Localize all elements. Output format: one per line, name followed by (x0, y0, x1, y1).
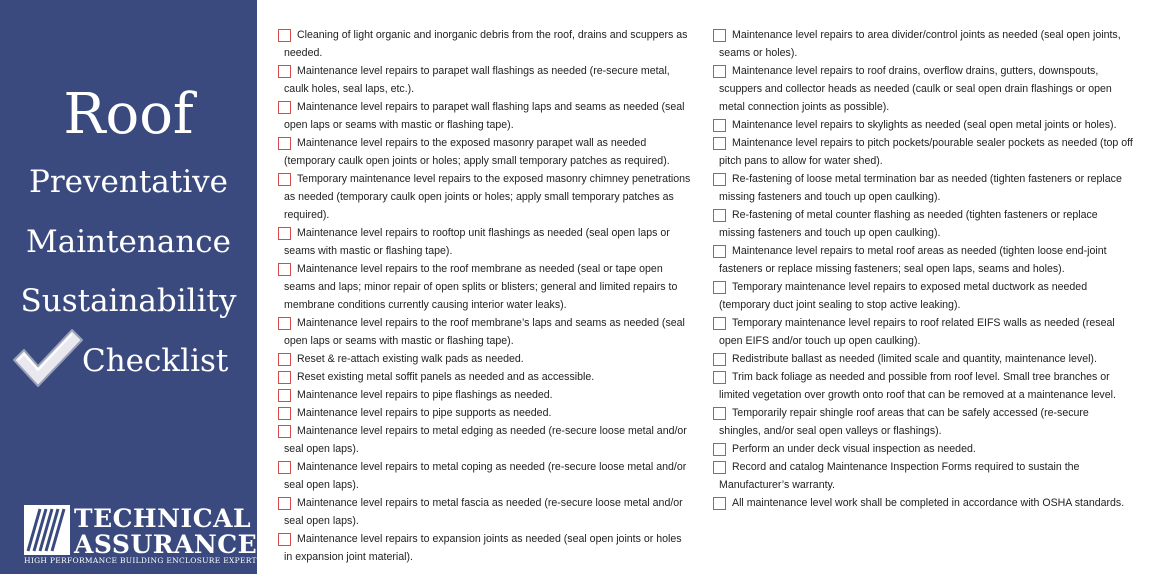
checkbox[interactable] (278, 317, 291, 330)
checklist-item-text: Maintenance level repairs to skylights as needed (seal open metal joints or holes). (732, 119, 1117, 131)
logo-word-technical: TECHNICAL (74, 504, 252, 533)
checklist-item-text: Re-fastening of metal counter flashing as needed (tighten fasteners or replace missing fasteners and touch up open caulking). (719, 209, 1098, 239)
checkbox[interactable] (278, 407, 291, 420)
checklist-item-text: Temporary maintenance level repairs to roof related EIFS walls as needed (reseal open EIFS and/or touch up open caulking). (719, 317, 1115, 347)
checklist-item-text: Maintenance level repairs to area divider/control joints as needed (seal open joints, seams or holes). (719, 29, 1121, 59)
checkbox[interactable] (278, 353, 291, 366)
checklist-item (278, 422, 692, 458)
checklist-item (713, 314, 1133, 350)
checklist-item (278, 458, 692, 494)
page-title: Roof (63, 82, 194, 147)
checklist-item-text: Reset existing metal soffit panels as needed and as accessible. (297, 371, 595, 383)
checkbox[interactable] (713, 137, 726, 150)
checkbox[interactable] (278, 371, 291, 384)
subtitle-maintenance: Maintenance (25, 224, 232, 260)
checklist-item (713, 494, 1133, 512)
checklist-item (278, 530, 692, 566)
checklist-item (713, 62, 1133, 116)
checklist-item (278, 386, 692, 404)
checklist-item-text: Temporarily repair shingle roof areas that can be safely accessed (re-secure shingles, and/or seal open valleys or flashings). (719, 407, 1089, 437)
checkbox[interactable] (713, 281, 726, 294)
checklist-item (713, 404, 1133, 440)
checklist-item-text: Maintenance level repairs to rooftop unit flashings as needed (seal open laps or seams with mastic or flashing tape). (284, 227, 670, 257)
checkbox[interactable] (713, 443, 726, 456)
checkbox[interactable] (713, 119, 726, 132)
checkbox[interactable] (713, 461, 726, 474)
checklist-item-text: Temporary maintenance level repairs to the exposed masonry chimney penetrations as needed (temporary caulk open joints or holes; apply small temporary patches as required). (284, 173, 691, 221)
checklist-item (713, 26, 1133, 62)
checklist-item (713, 440, 1133, 458)
checklist-item (713, 458, 1133, 494)
checkbox[interactable] (278, 497, 291, 510)
checklist-item-text: Maintenance level repairs to metal edging as needed (re-secure loose metal and/or seal open laps). (284, 425, 687, 455)
checklist-item-text: Redistribute ballast as needed (limited scale and quantity, maintenance level). (732, 353, 1097, 365)
checkbox[interactable] (713, 245, 726, 258)
checklist-item (278, 494, 692, 530)
checklist-item (713, 368, 1133, 404)
checklist-item-text: Maintenance level repairs to the exposed masonry parapet wall as needed (temporary caulk open joints or holes; apply small temporary patches as required). (284, 137, 670, 167)
checklist-item (278, 134, 692, 170)
checklist-item (713, 206, 1133, 242)
checklist-item (278, 98, 692, 134)
checklist-item-text: Record and catalog Maintenance Inspection Forms required to sustain the Manufacturer’s warranty. (719, 461, 1080, 491)
checklist-item-text: Maintenance level repairs to roof drains, overflow drains, gutters, downspouts, scuppers and collector heads as needed (caulk or seal open drain flashings or open metal connection joints as possible). (719, 65, 1112, 113)
checklist-item (278, 26, 692, 62)
checkbox[interactable] (278, 263, 291, 276)
subtitle-preventative: Preventative (28, 164, 229, 200)
checklist-item (713, 350, 1133, 368)
checklist-item (278, 62, 692, 98)
checkbox[interactable] (713, 497, 726, 510)
checklist-item-text: Maintenance level repairs to parapet wall flashing laps and seams as needed (seal open laps or seams with mastic or flashing tape). (284, 101, 685, 131)
checkbox[interactable] (278, 425, 291, 438)
checklist-item-text: Cleaning of light organic and inorganic debris from the roof, drains and scuppers as needed. (284, 29, 688, 59)
checkbox[interactable] (713, 317, 726, 330)
checkbox[interactable] (713, 371, 726, 384)
checkbox[interactable] (713, 353, 726, 366)
checklist-item (278, 350, 692, 368)
checklist-item-text: Trim back foliage as needed and possible from roof level. Small tree branches or limited vegetation over growth onto roof that can be removed at a maintenance level. (719, 371, 1116, 401)
checklist-item-text: Maintenance level repairs to metal coping as needed (re-secure loose metal and/or seal open laps). (284, 461, 687, 491)
checklist-item-text: Maintenance level repairs to parapet wall flashings as needed (re-secure metal, caulk holes, seal laps, etc.). (284, 65, 670, 95)
checklist-item-text: Maintenance level repairs to pipe supports as needed. (297, 407, 552, 419)
checkbox[interactable] (278, 389, 291, 402)
checkbox[interactable] (278, 101, 291, 114)
checkbox[interactable] (713, 209, 726, 222)
checkbox[interactable] (278, 137, 291, 150)
checkbox[interactable] (278, 29, 291, 42)
checkbox[interactable] (713, 65, 726, 78)
checklist-item (278, 224, 692, 260)
logo-tagline: HIGH PERFORMANCE BUILDING ENCLOSURE EXPERTS (24, 556, 263, 565)
checklist-item (278, 260, 692, 314)
checklist-right-column (713, 26, 1133, 512)
subtitle-sustainability: Sustainability (20, 283, 237, 319)
checkbox[interactable] (278, 533, 291, 546)
checklist-item-text: Maintenance level repairs to the roof membrane’s laps and seams as needed (seal open laps or seams with mastic or flashing tape). (284, 317, 685, 347)
checklist-item-text: All maintenance level work shall be completed in accordance with OSHA standards. (732, 497, 1125, 509)
building-logo-icon (24, 505, 70, 555)
checkbox[interactable] (713, 173, 726, 186)
checkbox[interactable] (278, 173, 291, 186)
checklist-item-text: Maintenance level repairs to pitch pockets/pourable sealer pockets as needed (top off pitch pans to allow for water shed). (719, 137, 1133, 167)
checklist-item (278, 368, 692, 386)
checklist-item-text: Maintenance level repairs to expansion joints as needed (seal open joints or holes in expansion joint material). (284, 533, 682, 563)
checklist-item-text: Reset & re-attach existing walk pads as needed. (297, 353, 524, 365)
checklist-item (278, 404, 692, 422)
checklist-item-text: Re-fastening of loose metal termination bar as needed (tighten fasteners or replace missing fasteners and touch up open caulking). (719, 173, 1122, 203)
checklist-item (713, 170, 1133, 206)
checkmark-icon (10, 326, 84, 390)
checkbox[interactable] (713, 29, 726, 42)
checklist-item (713, 278, 1133, 314)
checklist-item (278, 170, 692, 224)
checklist-item-text: Temporary maintenance level repairs to exposed metal ductwork as needed (temporary duct joint sealing to stop active leaking). (719, 281, 1088, 311)
checklist-item-text: Maintenance level repairs to the roof membrane as needed (seal or tape open seams and laps; minor repair of open splits or blisters; general and limited repairs to membrane conditions currently causing interior water leaks). (284, 263, 678, 311)
checklist-item-text: Maintenance level repairs to pipe flashings as needed. (297, 389, 553, 401)
subtitle-checklist: Checklist (82, 343, 229, 379)
checkbox[interactable] (278, 461, 291, 474)
checklist-item-text: Maintenance level repairs to metal fascia as needed (re-secure loose metal and/or seal open laps). (284, 497, 683, 527)
sidebar-panel (0, 0, 263, 574)
checkbox[interactable] (278, 227, 291, 240)
checklist-item (278, 314, 692, 350)
checklist-item-text: Perform an under deck visual inspection as needed. (732, 443, 976, 455)
company-logo (24, 504, 263, 565)
checklist-item (713, 116, 1133, 134)
checklist-item-text: Maintenance level repairs to metal roof areas as needed (tighten loose end-joint fasteners or replace missing fasteners; seal open laps, seams and holes). (719, 245, 1107, 275)
logo-word-assurance: ASSURANCE (74, 530, 258, 559)
checkbox[interactable] (278, 65, 291, 78)
checkbox[interactable] (713, 407, 726, 420)
checklist-item (713, 242, 1133, 278)
checklist-left-column (278, 26, 692, 566)
checklist-item (713, 134, 1133, 170)
